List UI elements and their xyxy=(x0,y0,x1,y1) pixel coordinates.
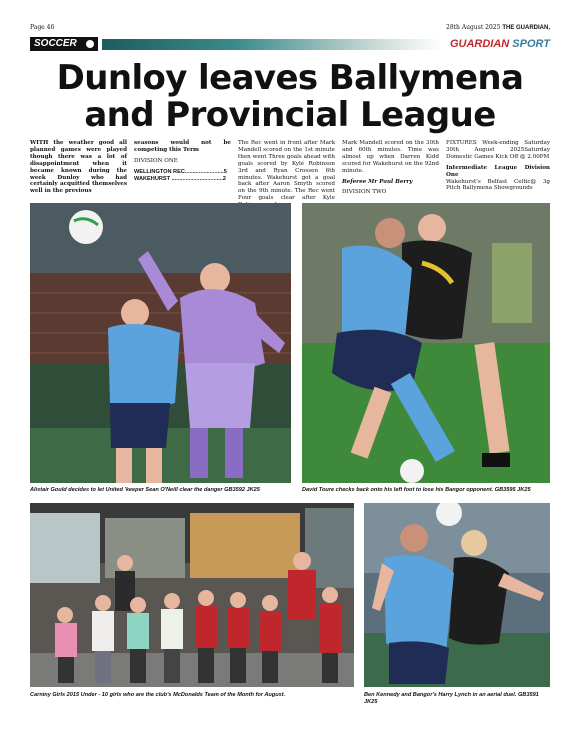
section-banner xyxy=(30,37,550,51)
division-two-heading: DIVISION TWO xyxy=(342,189,387,196)
article-column-5 xyxy=(446,140,550,196)
photo-aerial-duel-image xyxy=(364,503,550,687)
football-icon xyxy=(86,40,94,48)
photo-girls-team-image xyxy=(30,503,354,687)
fixture-league: Intermediate League Division One xyxy=(446,164,550,178)
result-away: WAKEHURST .................................2 xyxy=(134,175,226,182)
section-label xyxy=(30,37,98,51)
match-report-continued: Mark Mandell scored on the 30th and 60th minutes. Time was almost up when Darren Kidd scored for Wakehurst on the 92nd minute. xyxy=(342,140,439,174)
photo-keeper-clearance-image xyxy=(30,203,291,483)
section-label-text: SOCCER xyxy=(34,38,77,49)
page-number: Page 46 xyxy=(30,24,55,31)
photo-player-turning-image xyxy=(302,203,550,483)
article-column-1 xyxy=(30,140,127,199)
caption-photo-3: Carniny Girls 2015 Under - 10 girls who are the club's McDonalds Team of the Month for August. xyxy=(30,692,286,698)
caption-photo-4: Ben Kennedy and Bangor's Harry Lynch in an aerial duel. GB3591 JK25 xyxy=(364,692,539,705)
photo-keeper-clearance xyxy=(30,203,291,483)
division-one-heading: DIVISION ONE xyxy=(134,157,178,164)
referee-line: Referee Mr Paul Berry xyxy=(342,178,413,185)
article-column-4 xyxy=(342,140,439,200)
photo-girls-team xyxy=(30,503,354,687)
logo-word-sport: SPORT xyxy=(512,38,550,50)
caption-photo-1: Alistair Gould decides to let United 'keeper Sean O'Neill clear the danger GB3592 JK25 xyxy=(30,487,260,493)
guardian-sport-logo xyxy=(450,37,550,51)
match-result xyxy=(134,169,231,183)
logo-word-guardian: GUARDIAN xyxy=(449,38,510,50)
fixture-detail: Wakehurst's Belfast Celtic@ 3g Pitch Ballymena Showgrounds xyxy=(446,178,550,192)
article-column-2 xyxy=(134,140,231,183)
match-report: The Rec went in front after Mark Mandell scored on the 1st minute then went Three goals ahead with goals scored by Kyle Robinson 3rd and Ryan Crossen 6th minutes. Wakehurst got a goal back after Aaron Smyth scored on the 9th minute. The Rec went Four goals clear after Kyle xyxy=(238,140,335,202)
article-lead-continued: seasons would not be competing this Term xyxy=(134,140,231,153)
issue-date-text: 28th August 2025 xyxy=(446,24,501,31)
banner-gradient-bar xyxy=(102,39,442,50)
paper-name: THE GUARDIAN, xyxy=(502,25,550,31)
photo-player-turning xyxy=(302,203,550,483)
fixtures-text: FIXTURES Week-ending Saturday 30th August 2025Saturday Domestic Games Kick Off @ 2.00PM xyxy=(446,140,550,160)
photo-aerial-duel xyxy=(364,503,550,687)
article-lead: WITH the weather good all planned games were played though there was a lot of disappointment when it became known during the week Dunloy who had certainly acquitted themselves well in the previous xyxy=(30,140,127,195)
issue-date xyxy=(446,24,550,31)
result-home: WELLINGTON REC.........................5 xyxy=(134,168,227,175)
page-headline: Dunloy leaves Ballymena and Provincial League xyxy=(56,58,524,135)
caption-photo-2: David Toure checks back onto his left foot to lose his Bangor opponent. GB3595 JK25 xyxy=(302,487,531,493)
